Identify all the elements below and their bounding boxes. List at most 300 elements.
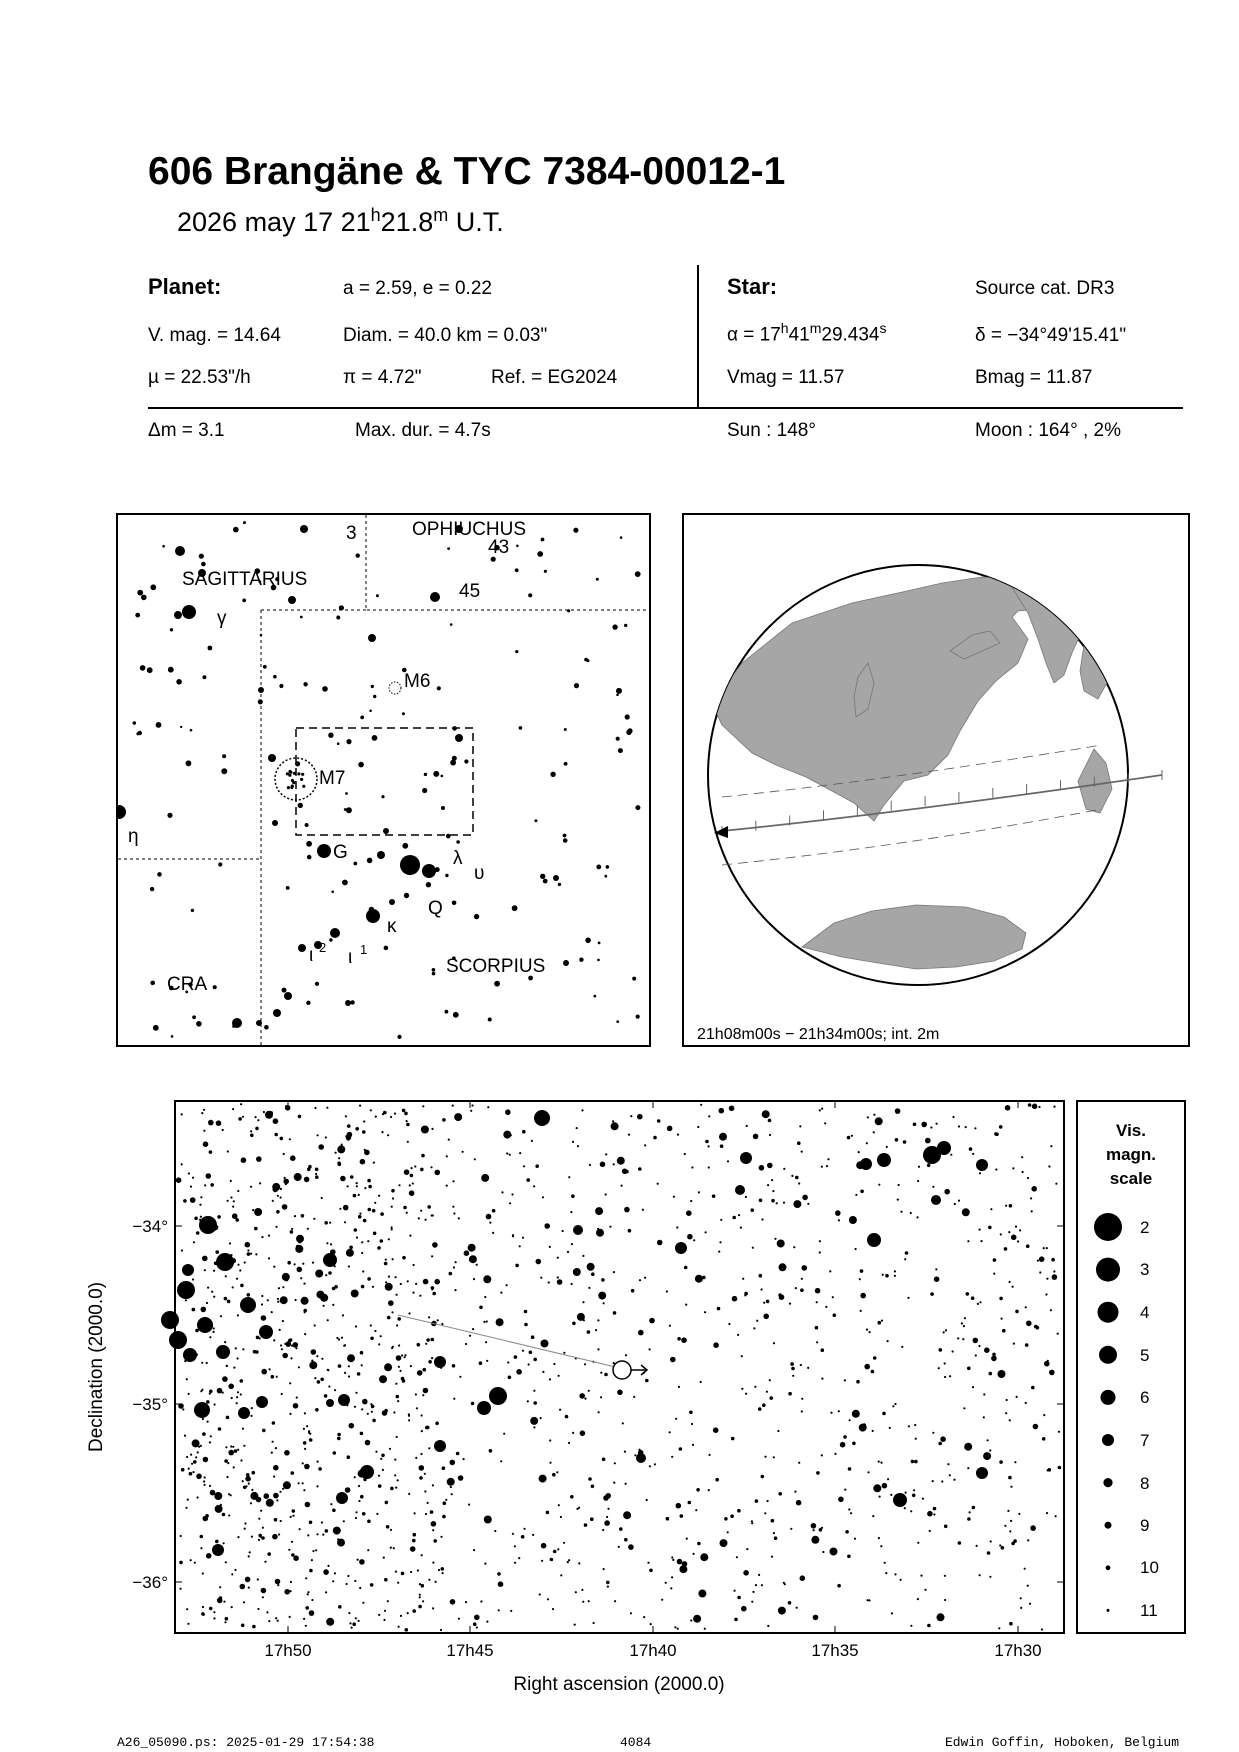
field-star [560,1574,562,1576]
field-star [927,1164,931,1168]
field-star [522,1350,524,1352]
field-star [657,1183,659,1185]
field-star [247,1293,251,1297]
field-star [404,1354,406,1356]
field-star [582,1301,584,1303]
field-star [945,1329,947,1331]
field-star [887,1340,889,1342]
field-star [398,1184,400,1186]
field-star [995,1168,997,1170]
field-star [589,1164,591,1166]
finder-star [260,634,263,637]
field-star [432,1562,434,1564]
field-star [261,1295,263,1297]
field-star [264,1561,266,1563]
field-star [763,1302,765,1304]
field-star [363,1478,367,1482]
field-star [571,1283,573,1285]
field-star [913,1123,917,1127]
field-star [368,1185,372,1189]
field-star [203,1480,205,1482]
field-star [944,1362,946,1364]
table-divider [697,265,699,407]
field-star [348,1375,350,1377]
field-star [1048,1165,1050,1167]
field-star [763,1314,769,1320]
field-star [251,1407,253,1409]
field-star [392,1346,394,1348]
finder-star [620,536,623,539]
legend-dot [1106,1565,1111,1570]
label-scorpius: SCORPIUS [446,956,546,977]
field-star [485,1341,487,1343]
field-star [223,1601,225,1603]
field-star [409,1235,411,1237]
field-star [202,1606,204,1608]
field-star [294,1173,302,1181]
field-star [364,1149,366,1151]
field-star [752,1247,754,1249]
finder-star [543,879,548,884]
field-star [766,1391,768,1393]
finder-star [563,838,568,843]
finder-star [345,1000,351,1006]
field-star [854,1538,856,1540]
field-star [719,1108,725,1114]
finder-star [383,828,389,834]
field-star [395,1383,397,1385]
field-star [588,1600,590,1602]
field-star [273,1493,279,1499]
field-star [262,1527,264,1529]
field-star [827,1158,829,1160]
field-star [207,1421,209,1423]
field-star [1028,1103,1032,1107]
field-star [242,1116,244,1118]
field-star [262,1596,264,1598]
field-star [1043,1247,1045,1249]
finder-star [550,772,555,777]
field-star [816,1341,818,1343]
field-star [510,1610,512,1612]
finder-star [306,841,312,847]
field-star [247,1249,249,1251]
field-star [184,1291,186,1293]
field-star [384,1262,388,1266]
field-star [860,1293,866,1299]
field-star [240,1103,242,1105]
field-star [767,1163,773,1169]
field-star [333,1252,335,1254]
field-star [277,1298,279,1300]
field-star [878,1537,880,1539]
field-star [573,1225,583,1235]
field-star [243,1486,247,1490]
field-star [759,1274,763,1278]
field-star [705,1231,707,1233]
field-star [359,1213,361,1215]
field-star [176,1177,182,1183]
field-star [420,1453,422,1455]
finder-star [175,546,185,556]
field-star [412,1609,416,1613]
field-star [1001,1546,1005,1550]
field-star [597,1348,599,1350]
field-star [868,1599,870,1601]
field-star [549,1246,551,1248]
field-star [801,1410,803,1412]
field-star [999,1297,1003,1301]
field-star [441,1323,443,1325]
field-star [327,1369,329,1371]
field-star [203,1141,209,1147]
finder-star [137,590,143,596]
field-star [702,1276,706,1280]
field-star [375,1116,377,1118]
max-duration: Max. dur. = 4.7s [355,420,491,441]
field-star [936,1123,938,1125]
field-star [1015,1310,1019,1314]
field-star [430,1166,432,1168]
field-star [344,1372,346,1374]
page-title: 606 Brangäne & TYC 7384-00012-1 [148,150,786,193]
field-star [442,1118,446,1122]
field-star [309,1521,313,1525]
field-star [215,1505,223,1513]
field-star [952,1116,954,1118]
field-star [337,1437,341,1441]
field-star [534,1110,550,1126]
finder-star [564,762,568,766]
field-star [350,1175,354,1179]
field-star [600,1162,606,1168]
field-star [724,1517,728,1521]
field-star [378,1475,380,1477]
field-star [1030,1197,1032,1199]
field-star [360,1432,364,1436]
field-star [666,1290,668,1292]
field-star [280,1344,282,1346]
field-star [220,1259,226,1265]
field-star [298,1366,300,1368]
field-star [470,1110,472,1112]
field-star [357,1559,359,1561]
field-star [866,1142,868,1144]
field-star [382,1410,388,1416]
field-star [363,1120,365,1122]
field-star [179,1561,183,1565]
field-star [774,1536,778,1540]
field-star [323,1253,337,1267]
field-star [418,1605,422,1609]
field-star [361,1252,363,1254]
field-star [489,1222,491,1224]
field-star [367,1413,369,1415]
field-star [283,1481,291,1489]
field-star [867,1471,869,1473]
field-star [519,1245,521,1247]
field-star [524,1310,528,1314]
sun-distance: Sun : 148° [727,420,816,441]
field-star [434,1279,440,1285]
field-star [323,1305,325,1307]
field-star [404,1169,410,1175]
field-star [993,1273,995,1275]
finder-star [445,874,448,877]
field-star [767,1500,769,1502]
field-star [355,1127,359,1131]
field-star [734,1618,738,1622]
field-star [691,1423,693,1425]
field-star [696,1488,700,1492]
field-star [274,1518,278,1522]
field-star [302,1462,304,1464]
field-star [800,1575,806,1581]
field-star [241,1624,245,1628]
field-star [276,1210,280,1214]
field-star [203,1130,205,1132]
field-star [417,1370,423,1376]
field-star [289,1382,291,1384]
field-star [388,1276,390,1278]
field-star [602,1529,604,1531]
field-star [363,1219,367,1223]
field-star [422,1394,424,1396]
field-star [1044,1361,1050,1367]
field-star [990,1540,992,1542]
finder-star [528,593,532,597]
field-star [593,1622,595,1624]
field-star [492,1209,496,1213]
field-star [324,1221,328,1225]
field-star [676,1226,678,1228]
field-star [213,1331,215,1333]
finder-star [579,958,583,962]
label-g: G [333,842,348,863]
field-star [424,1473,426,1475]
field-star [1015,1226,1017,1228]
field-star [844,1379,846,1381]
field-star [915,1438,917,1440]
field-star [385,1259,387,1261]
field-star [591,1272,595,1276]
field-star [327,1319,329,1321]
star-label: Star: [727,274,778,299]
field-star [884,1562,886,1564]
field-star [440,1536,442,1538]
field-star [501,1191,503,1193]
field-star [1027,1539,1029,1541]
field-star [667,1126,673,1132]
field-star [290,1230,294,1234]
field-star [691,1166,693,1168]
finder-star [540,874,545,879]
field-star [557,1548,559,1550]
field-star [937,1141,951,1155]
field-star [605,1193,607,1195]
label-gamma: γ [217,608,227,629]
field-star [391,1206,393,1208]
field-star [838,1410,840,1412]
field-star [875,1117,883,1125]
finder-star [494,981,500,987]
field-star [202,1418,204,1420]
field-star [657,1240,663,1246]
field-star [576,1508,578,1510]
field-star [188,1172,190,1174]
table-rule [148,407,1183,409]
field-star [813,1615,819,1621]
field-star [421,1414,423,1416]
finder-star [512,905,518,911]
field-star [346,1404,348,1406]
field-star [533,1185,535,1187]
field-star [821,1454,823,1456]
field-star [649,1348,651,1350]
field-star [347,1139,349,1141]
finder-star [356,553,360,557]
finder-star [256,1020,262,1026]
target-star-marker [613,1361,631,1379]
field-star [542,1371,544,1373]
field-star [432,1607,434,1609]
field-star [337,1433,341,1437]
field-star [918,1166,920,1168]
field-star [759,1199,763,1203]
field-star [777,1430,779,1432]
field-star [297,1267,303,1273]
field-star [424,1490,426,1492]
field-star [998,1627,1000,1629]
field-star [1050,1309,1052,1311]
field-star [511,1193,513,1195]
field-star [506,1152,508,1154]
field-star [1025,1343,1029,1347]
finder-star [339,605,344,610]
field-star [204,1269,206,1271]
field-star [233,1200,235,1202]
field-star [197,1451,199,1453]
field-star [431,1286,435,1290]
field-star [860,1310,862,1312]
field-star [230,1254,232,1256]
field-star [315,1173,317,1175]
finder-star [140,665,146,671]
finder-chart [116,513,652,1048]
field-star [669,1325,671,1327]
field-star [373,1162,375,1164]
field-star [910,1510,912,1512]
field-star [387,1134,389,1136]
field-star [1005,1205,1007,1207]
field-star [215,1540,219,1544]
field-star [212,1228,216,1232]
field-star [408,1419,410,1421]
field-star [358,1485,360,1487]
finder-star [307,855,312,860]
field-star [305,1606,309,1610]
field-star [362,1270,364,1272]
star-vmag: Vmag = 11.57 [727,367,845,388]
finder-star [397,1035,401,1039]
field-star [201,1389,203,1391]
field-star [684,1153,686,1155]
finder-star [389,899,395,905]
field-star [333,1451,337,1455]
field-star [179,1588,181,1590]
field-star [302,1263,304,1265]
field-star [355,1617,357,1619]
field-star [999,1460,1003,1464]
field-star [250,1130,252,1132]
field-star [372,1286,374,1288]
field-star [570,1211,572,1213]
field-star [275,1579,281,1585]
field-star [778,1607,786,1615]
legend-title-3: scale [1109,1169,1153,1188]
field-star [881,1320,883,1322]
field-star [950,1154,952,1156]
field-star [914,1424,916,1426]
field-star [978,1345,980,1347]
field-star [582,1601,584,1603]
field-star [987,1439,989,1441]
field-star [419,1583,421,1585]
field-star [977,1303,979,1305]
field-star [577,1313,585,1321]
field-star [794,1491,796,1493]
field-star [700,1553,708,1561]
field-star [1002,1329,1006,1333]
finder-star [464,759,468,763]
field-star [245,1477,247,1479]
field-star [442,1572,444,1574]
field-star [210,1490,216,1496]
field-star [240,1379,244,1383]
field-star [553,1550,557,1554]
field-star [435,1422,439,1426]
finder-star [574,683,579,688]
field-star [227,1300,231,1304]
field-star [638,1167,642,1171]
field-star [764,1456,766,1458]
field-star [183,1336,187,1340]
field-star [671,1576,673,1578]
field-star [873,1114,875,1116]
field-star [773,1342,775,1344]
field-star [967,1240,969,1242]
field-star [1027,1585,1029,1587]
field-star [465,1601,467,1603]
field-star [390,1529,392,1531]
field-star [362,1130,366,1134]
finder-star [305,823,309,827]
field-star [628,1544,634,1550]
field-star [275,1617,277,1619]
field-star [371,1411,373,1413]
field-star [408,1493,410,1495]
field-star [213,1270,215,1272]
field-star [1025,1306,1027,1308]
finder-star [455,734,463,742]
field-star [871,1370,875,1374]
field-star [759,1165,765,1171]
field-star [434,1440,446,1452]
field-star [801,1398,803,1400]
field-star [313,1218,315,1220]
field-star [927,1624,931,1628]
finder-star [372,735,378,741]
